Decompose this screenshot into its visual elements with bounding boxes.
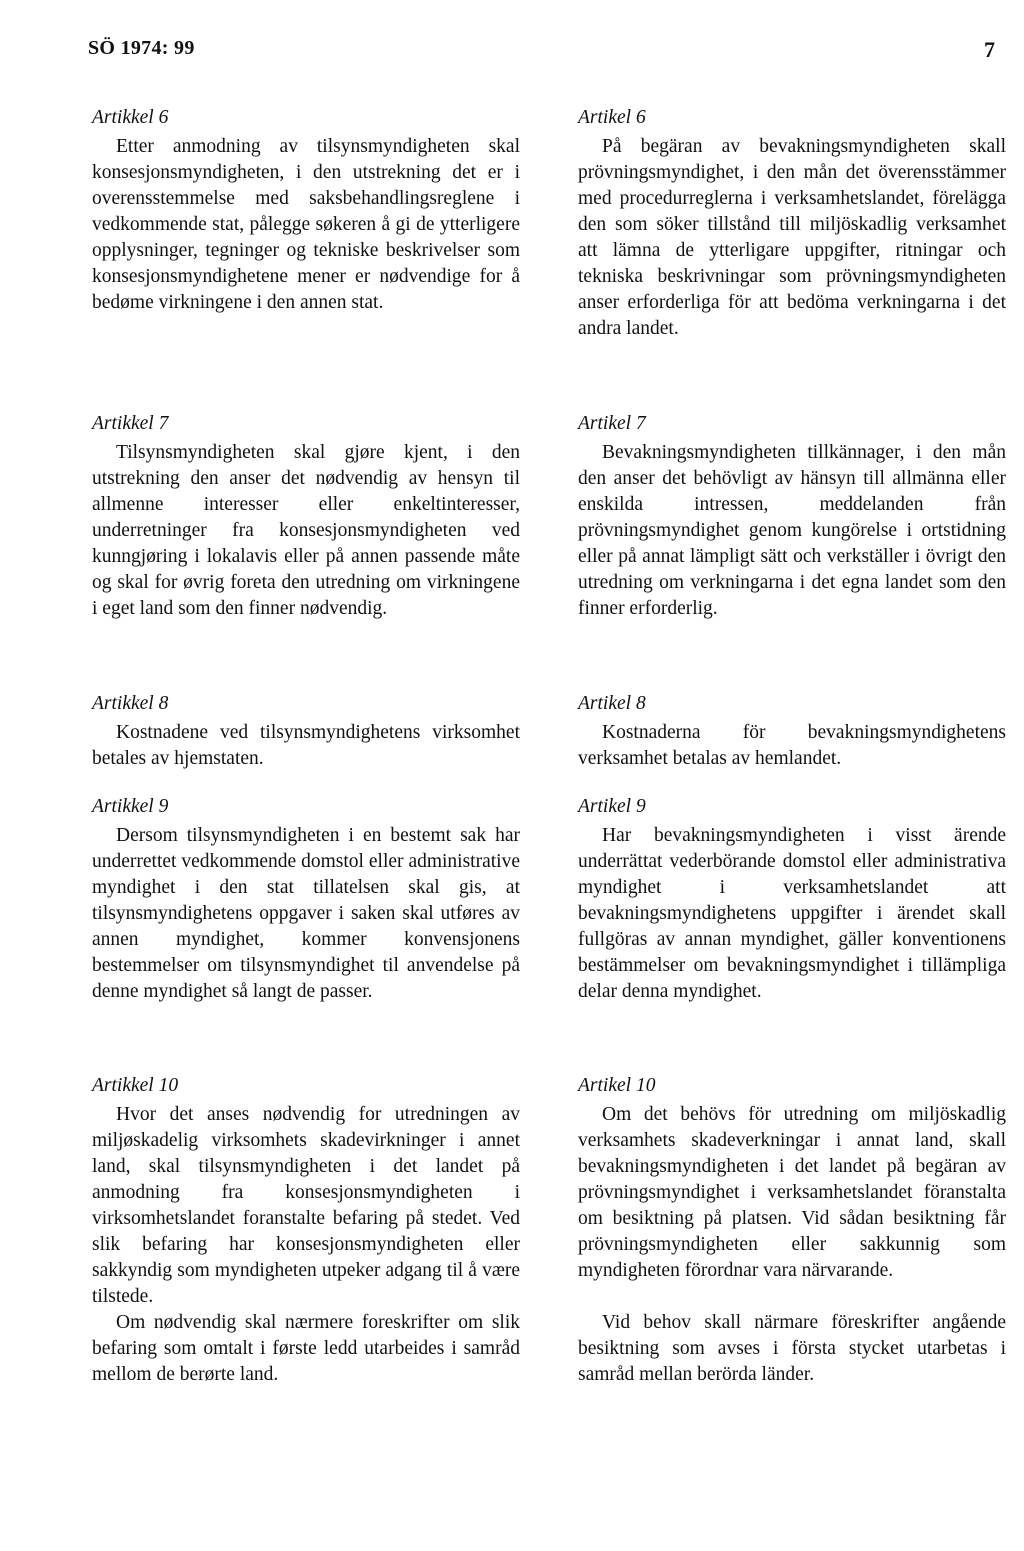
article-text: Tilsynsmyndigheten skal gjøre kjent, i den utstrekning den anser det nødvendig av hensyn til allmenne interesser eller enkeltinteresser, underretninger fra konsesjonsmyndigheten ved kunngjøring i lokalavis eller på annen passende måte og skal for øvrig foreta den utredning om virkningene i eget land som den finner nødvendig. <box>92 442 520 619</box>
article-heading: Artikel 9 <box>578 796 646 817</box>
article-heading: Artikel 8 <box>578 693 646 714</box>
article-heading: Artikel 10 <box>578 1075 656 1096</box>
left-article-8 <box>92 692 520 772</box>
right-article-10 <box>578 1074 1006 1388</box>
right-article-9 <box>578 795 1006 1005</box>
article-text: Kostnaderna för bevakningsmyndighetens verksamhet betalas av hemlandet. <box>578 722 1006 769</box>
left-article-7 <box>92 412 520 622</box>
article-text: Dersom tilsynsmyndigheten i en bestemt sak har underrettet vedkommende domstol eller administrative myndighet i den stat tillatelsen skal gis, at tilsynsmyndighetens oppgaver i saken skal utføres av annen myndighet, kommer konvensjonens bestemmelser om tilsynsmyndighet til anvendelse på denne myndighet så langt de passer. <box>92 825 520 1002</box>
document-id: SÖ 1974: 99 <box>88 37 195 59</box>
article-text: Om det behövs för utredning om miljöskadlig verksamhets skadeverkningar i annat land, skall bevakningsmyndigheten i det landet på begäran av prövningsmyndighet i verksamhetslandet föranstalta om besiktning på platsen. Vid sådan besiktning får prövningsmyndigheten eller sakkunnig som myndigheten förordnar vara närvarande. <box>578 1104 1006 1281</box>
right-article-7 <box>578 412 1006 622</box>
article-text: Bevakningsmyndigheten tillkännager, i den mån den anser det behövligt av hänsyn till allmänna eller enskilda intressen, meddelanden från prövningsmyndighet genom kungörelse i ortstidning eller på annat lämpligt sätt och verkställer i övrigt den utredning om verkningarna i det egna landet som den finner erforderlig. <box>578 442 1006 619</box>
article-heading: Artikel 6 <box>578 107 646 128</box>
article-text: På begäran av bevakningsmyndigheten skall prövningsmyndighet, i den mån det överensstämmer med procedurreglerna i verksamhetslandet, förelägga den som söker tillstånd till miljöskadlig verksamhet att lämna de ytterligare uppgifter, ritningar och tekniska beskrivningar som prövningsmyndigheten anser erforderliga för att bedöma verkningarna i det andra landet. <box>578 136 1006 339</box>
right-article-8 <box>578 692 1006 772</box>
page-number: 7 <box>984 37 995 62</box>
article-text: Hvor det anses nødvendig for utredningen av miljøskadelig virksomhets skadevirkninger i annet land, skal tilsynsmyndigheten i det landet på anmodning fra konsesjonsmyndigheten i virksomhetslandet foranstalte befaring på stedet. Ved slik befaring har konsesjonsmyndigheten eller sakkyndig som myndigheten utpeker adgang til å være tilstede. <box>92 1104 520 1307</box>
article-heading: Artikel 7 <box>578 413 646 434</box>
article-text: Vid behov skall närmare föreskrifter angående besiktning som avses i första stycket utarbetas i samråd mellan berörda länder. <box>578 1312 1006 1385</box>
article-text: Kostnadene ved tilsynsmyndighetens virksomhet betales av hjemstaten. <box>92 722 520 769</box>
article-heading: Artikkel 7 <box>92 413 169 434</box>
right-article-6 <box>578 106 1006 342</box>
article-text: Etter anmodning av tilsynsmyndigheten skal konsesjonsmyndigheten, i den utstrekning det er i overensstemmelse med saksbehandlingsreglene i vedkommende stat, pålegge søkeren å gi de ytterligere opplysninger, tegninger og tekniske beskrivelser som konsesjonsmyndighetene mener er nødvendige for å bedøme virkningene i den annen stat. <box>92 136 520 313</box>
left-article-9 <box>92 795 520 1005</box>
article-heading: Artikkel 9 <box>92 796 169 817</box>
left-article-6 <box>92 106 520 316</box>
article-heading: Artikkel 10 <box>92 1075 179 1096</box>
article-heading: Artikkel 6 <box>92 107 169 128</box>
article-text: Har bevakningsmyndigheten i visst ärende underrättat vederbörande domstol eller administrativa myndighet i verksamhetslandet att bevakningsmyndighetens uppgifter i ärendet skall fullgöras av annan myndighet, gäller konventionens bestämmelser om bevakningsmyndighet i tillämpliga delar denna myndighet. <box>578 825 1006 1002</box>
article-heading: Artikkel 8 <box>92 693 169 714</box>
left-article-10 <box>92 1074 520 1388</box>
article-text: Om nødvendig skal nærmere foreskrifter om slik befaring som omtalt i første ledd utarbeides i samråd mellom de berørte land. <box>92 1312 520 1385</box>
